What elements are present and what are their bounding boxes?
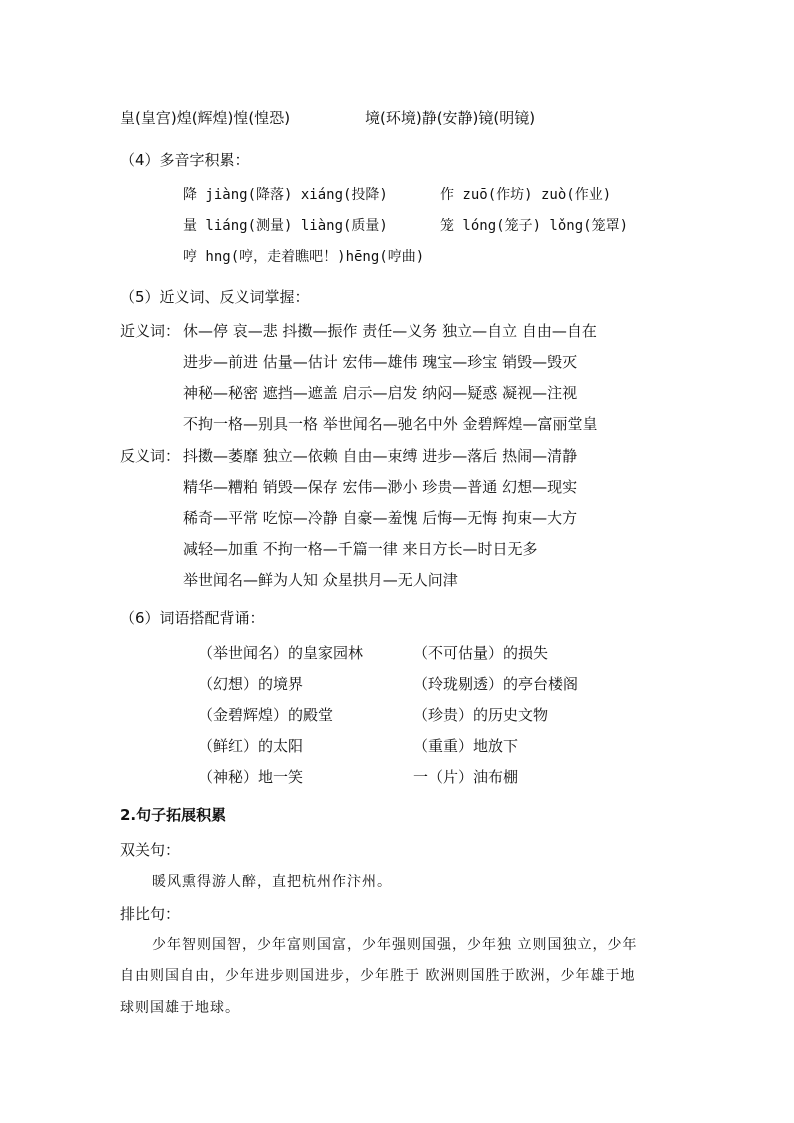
parallel-line: 少年智则国智，少年富则国富，少年强则国强，少年独 立则国独立，少年 (152, 937, 638, 953)
antonym-line: 精华—糟粕 销毁—保存 宏伟—渺小 珍贵—普通 幻想—现实 (183, 478, 578, 496)
collocation-right: （珍贵）的历史文物 (413, 706, 549, 724)
pun-label: 双关句： (120, 841, 181, 859)
collocation-right: （重重）地放下 (413, 737, 519, 755)
section6-heading: （6）词语搭配背诵： (120, 609, 265, 627)
collocation-left: （神秘）地一笑 (198, 768, 304, 786)
section5-heading: （5）近义词、反义词掌握： (120, 288, 310, 306)
collocation-right: 一（片）油布棚 (413, 768, 519, 786)
polyphone-row-2b: 笼 lóng(笼子) lǒng(笼罩) (440, 218, 629, 234)
synonym-label: 近义词： (120, 322, 181, 340)
parallel-label: 排比句： (120, 905, 181, 923)
collocation-right: （玲珑剔透）的亭台楼阁 (413, 675, 579, 693)
pun-text: 暖风熏得游人醉，直把杭州作汴州。 (152, 874, 392, 890)
top-line-right: 境(环境)静(安静)镜(明镜) (365, 109, 536, 127)
antonym-line: 举世闻名—鲜为人知 众星拱月—无人问津 (183, 571, 458, 589)
section4-heading: （4）多音字积累： (120, 151, 250, 169)
top-line-left: 皇(皇宫)煌(辉煌)惶(惶恐) (120, 109, 291, 127)
synonym-line: 休—停 哀—悲 抖擞—振作 责任—义务 独立—自立 自由—自在 (183, 322, 597, 340)
parallel-line: 球则国雄于地球。 (120, 1000, 240, 1016)
synonym-line: 进步—前进 估量—估计 宏伟—雄伟 瑰宝—珍宝 销毁—毁灭 (183, 353, 578, 371)
collocation-left: （举世闻名）的皇家园林 (198, 644, 364, 662)
polyphone-row-1b: 作 zuō(作坊) zuò(作业) (440, 187, 612, 203)
synonym-line: 不拘一格—别具一格 举世闻名—驰名中外 金碧辉煌—富丽堂皇 (183, 415, 598, 433)
collocation-left: （金碧辉煌）的殿堂 (198, 706, 334, 724)
collocation-right: （不可估量）的损失 (413, 644, 549, 662)
polyphone-row-2a: 量 liáng(测量) liàng(质量) (183, 218, 388, 234)
collocation-left: （幻想）的境界 (198, 675, 304, 693)
antonym-label: 反义词： (120, 447, 181, 465)
antonym-line: 稀奇—平常 吃惊—冷静 自豪—羞愧 后悔—无悔 拘束—大方 (183, 509, 578, 527)
antonym-line: 抖擞—萎靡 独立—依赖 自由—束缚 进步—落后 热闹—清静 (183, 447, 578, 465)
collocation-left: （鲜红）的太阳 (198, 737, 304, 755)
polyphone-row-1a: 降 jiàng(降落) xiáng(投降) (183, 187, 388, 203)
synonym-line: 神秘—秘密 遮挡—遮盖 启示—启发 纳闷—疑惑 凝视—注视 (183, 384, 578, 402)
section2-heading: 2.句子拓展积累 (120, 806, 227, 824)
antonym-line: 减轻—加重 不拘一格—千篇一律 来日方长—时日无多 (183, 540, 538, 558)
polyphone-row-3a: 哼 hng(哼，走着瞧吧！)hēng(哼曲) (183, 249, 425, 265)
parallel-line: 自由则国自由，少年进步则国进步，少年胜于 欧洲则国胜于欧洲，少年雄于地 (120, 968, 636, 984)
